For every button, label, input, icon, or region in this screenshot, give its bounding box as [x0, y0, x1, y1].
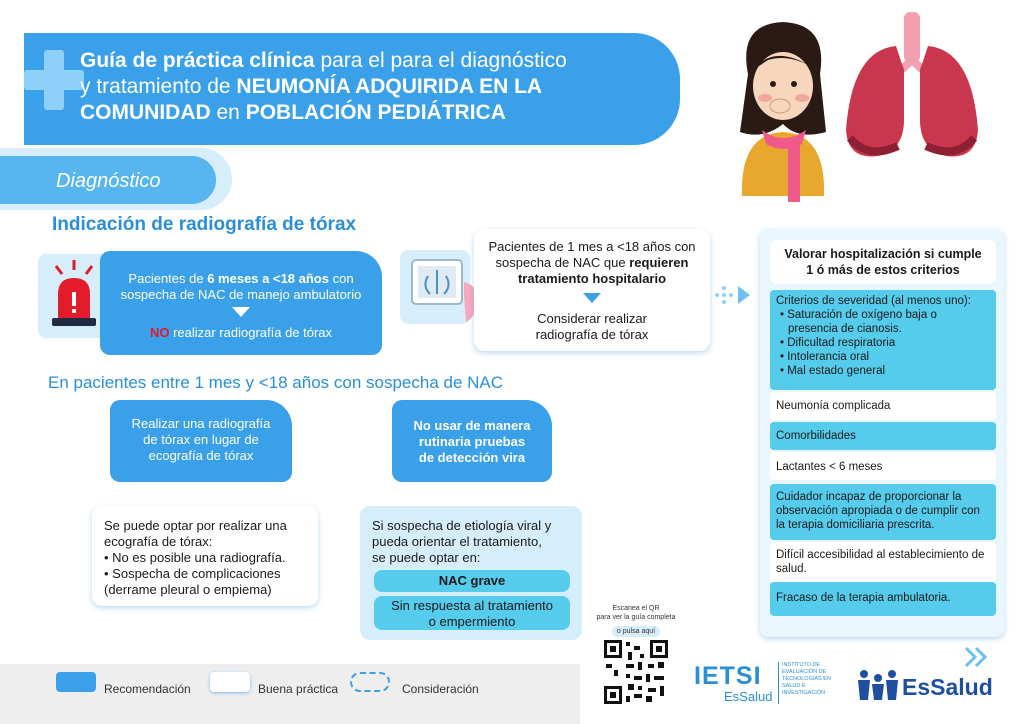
criteria-row: Neumonía complicada [770, 392, 996, 420]
ietsi-description: INSTITUTO DE EVALUACIÓN DE TECNOLOGÍAS EN SALUD E INVESTIGACIÓN [782, 662, 831, 696]
legend-consideration-swatch [350, 672, 390, 692]
echo-good-practice: Se puede optar por realizar una ecografía de tórax: • No es posible una radiografía. • Sospecha de complicaciones (derrame pleural o empiema) [92, 506, 318, 606]
ietsi-sublogo: EsSalud [724, 689, 773, 704]
ietsi-logo: IETSI [694, 662, 762, 690]
legend-good-practice-swatch [210, 672, 250, 692]
alarm-siren-icon [46, 258, 102, 328]
no-viral-test-recommendation: No usar de manera rutinaria pruebas de detección vira [392, 400, 552, 482]
qr-code[interactable] [604, 640, 668, 704]
xray-indication-heading: Indicación de radiografía de tórax [52, 214, 357, 235]
legend-recommendation-swatch [56, 672, 96, 692]
criteria-row: Comorbilidades [770, 422, 996, 450]
logo-divider [778, 662, 779, 704]
xray-over-echo-recommendation: Realizar una radiografía de tórax en lugar de ecografía de tórax [110, 400, 292, 482]
criteria-row: Cuidador incapaz de proporcionar la observación apropiada o de cumplir con la terapia domiciliaria prescrita. [770, 484, 996, 540]
arrow-right-icon [714, 284, 754, 306]
page-title: Guía de práctica clínica para el para el diagnóstico y tratamiento de NEUMONÍA ADQUIRIDA EN LA COMUNIDAD en POBLACIÓN PEDIÁTRICA [80, 49, 567, 124]
essalud-logo: EsSalud [902, 674, 993, 700]
double-chevron-icon [964, 646, 990, 668]
criteria-row: Lactantes < 6 meses [770, 452, 996, 480]
ambulatory-recommendation: Pacientes de 6 meses a <18 años con sospecha de NAC de manejo ambulatorio NO realizar radiografía de tórax [100, 251, 382, 355]
qr-link[interactable]: o pulsa aquí [612, 626, 660, 637]
criteria-severity: Criterios de severidad (al menos uno): • Saturación de oxígeno baja o presencia de cianosis. • Dificultad respiratoria • Intolerancia oral • Mal estado general [770, 290, 996, 390]
qr-caption: Escanea el QR para ver la guía completa [596, 605, 676, 621]
option-nac-grave: NAC grave [374, 570, 570, 592]
criteria-title: Valorar hospitalización si cumple 1 ó más de estos criterios [770, 240, 996, 284]
criteria-row: Fracaso de la terapia ambulatoria. [770, 582, 996, 616]
nac-heading: En pacientes entre 1 mes y <18 años con sospecha de NAC [48, 373, 504, 392]
essalud-family-icon [856, 668, 902, 702]
legend-consideration-label: Consideración [402, 682, 479, 696]
medical-cross-icon [24, 50, 84, 110]
legend-recommendation-label: Recomendación [104, 682, 191, 696]
section-tab-label: Diagnóstico [56, 170, 161, 192]
legend-good-practice-label: Buena práctica [258, 682, 339, 696]
hospital-recommendation: Pacientes de 1 mes a <18 años con sospecha de NAC que requieren tratamiento hospitalario Considerar realizar radiografía de tórax [474, 229, 710, 351]
lungs-illustration [838, 10, 988, 166]
chevron-down-icon [232, 307, 250, 317]
sick-child-illustration [718, 14, 848, 210]
chevron-down-icon [583, 293, 601, 303]
viral-consideration: Si sospecha de etiología viral y pueda orientar el tratamiento, se puede optar en: [360, 506, 582, 640]
option-no-response: Sin respuesta al tratamiento o empermiento [374, 596, 570, 630]
criteria-row: Difícil accesibilidad al establecimiento de salud. [770, 542, 996, 582]
